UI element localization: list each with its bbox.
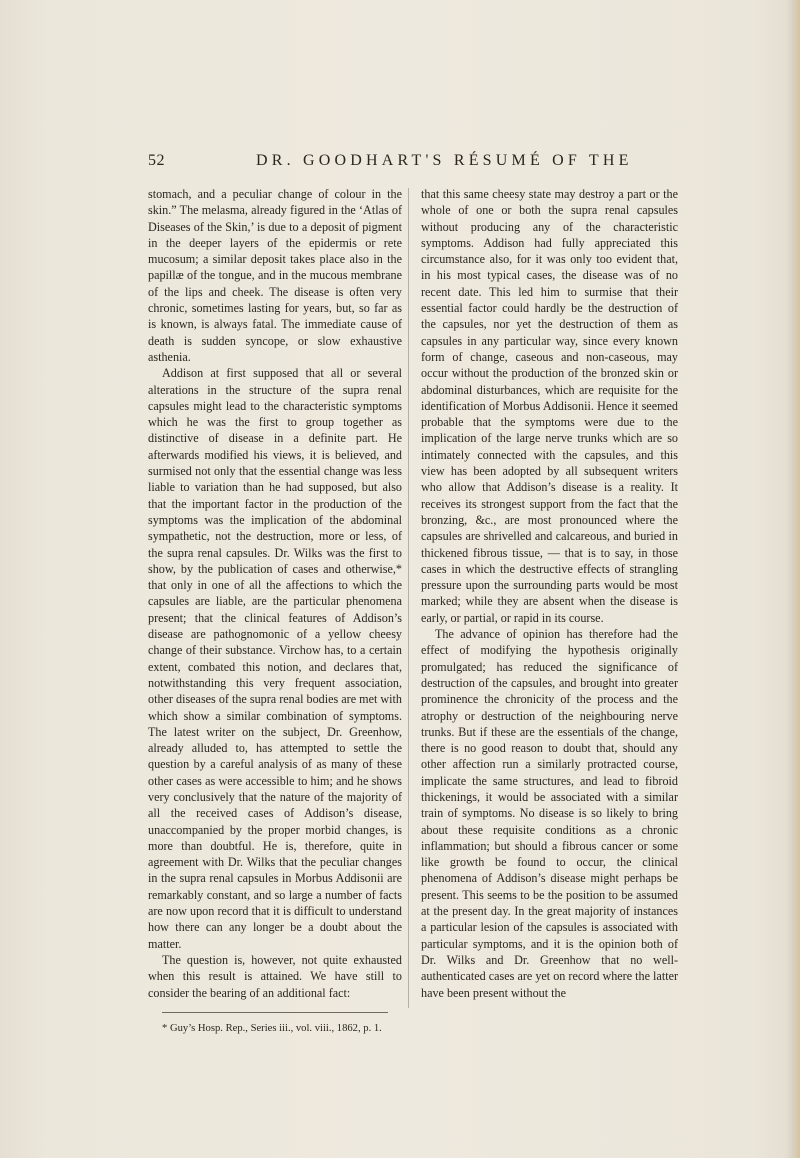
paragraph: The question is, however, not quite exhausted when this result is attained. We have still to consider the bearing of an additional fact: (148, 952, 402, 1000)
running-title: DR. GOODHART'S RÉSUMÉ OF THE (256, 152, 633, 169)
column-divider (408, 188, 409, 1008)
footnote-rule (162, 1012, 388, 1013)
paragraph: Addison at first supposed that all or several alterations in the structure of the supra renal capsules might lead to the characteristic symptoms which he was the first to group together as distinctive of disease in a definite part. He afterwards modified his views, it is believed, and surmised not only that the essential change was less liable to variation than he had supposed, but also that the important factor in the production of the symptoms was the implication of the abdominal sympathetic, not the destruction, more or less, of the supra renal capsules. Dr. Wilks was the first to show, by the publication of cases and otherwise,* that only in one of all the affections to which the capsules are liable, are the particular phenomena present; that the clinical features of Addison’s disease are pathognomonic of a yellow cheesy change of their substance. Virchow has, to a certain extent, combated this notion, and declares that, notwithstanding this very frequent association, other diseases of the supra renal bodies are met with which show a similar combination of symptoms. The latest writer on the subject, Dr. Greenhow, already alluded to, has attempted to settle the question by a careful analysis of as many of these other cases as were accessible to him; and he shows very conclusively that the nature of the majority of all the received cases of Addison’s disease, unaccompanied by the proper morbid changes, is more than doubtful. He is, therefore, quite in agreement with Dr. Wilks that the peculiar changes in the supra renal capsules in Morbus Addisonii are remarkably constant, and so large a number of facts are now upon record that it is difficult to understand how there can any longer be a doubt about the matter. (148, 366, 402, 951)
paragraph: stomach, and a peculiar change of colour in the skin.” The melasma, already figured in the ‘Atlas of Diseases of the Skin,’ is due to a deposit of pigment in the deeper layers of the epidermis or rete mucosum; a similar deposit takes place also in the papillæ of the tongue, and in the mucous membrane of the lips and cheek. The disease is often very chronic, sometimes lasting for years, but, so far as is known, is always fatal. The immediate cause of death is sudden syncope, or slow exhaustive asthenia. (148, 187, 402, 364)
page-number: 52 (148, 152, 165, 169)
right-column (421, 186, 678, 1001)
footnote: * Guy’s Hosp. Rep., Series iii., vol. viii., 1862, p. 1. (162, 1023, 382, 1034)
running-header (148, 152, 678, 176)
paragraph: that this same cheesy state may destroy a part or the whole of one or both the supra renal capsules without producing any of the characteristic symptoms. Addison had fully appreciated this circumstance also, for it was only too evident that, in his most typical cases, the disease was of no recent date. This led him to surmise that their essential factor could hardly be the destruction of the capsules, nor yet the destruction of them as capsules in any particular way, since every known form of change, caseous and non-caseous, may occur without the production of the bronzed skin or abdominal disturbances, which are requisite for the identification of Morbus Addisonii. Hence it seemed probable that the symptoms were due to the implication of the large nerve trunks which are so intimately connected with the capsules, and this view has been adopted by all subsequent writers who allow that Addison’s disease is a reality. It receives its strongest support from the fact that the bronzing, &c., are most pronounced where the capsules are shrivelled and calcareous, and buried in thickened fibrous tissue, — that is to say, in those cases in which the destructive effects of strangling pressure upon the surrounding parts would be most marked; while they are absent when the disease is early, or partial, or rapid in its course. (421, 187, 678, 625)
paragraph: The advance of opinion has therefore had the effect of modifying the hypothesis originally promulgated; has reduced the significance of destruction of the capsules, and brought into greater prominence the chronicity of the process and the atrophy or destruction of the neighbouring nerve trunks. But if these are the essentials of the change, there is no good reason to doubt that, should any other affection run a similarly protracted course, implicate the same structures, and lead to fibroid thickenings, it would be associated with a similar train of symptoms. No disease is so likely to bring about these requisite conditions as a chronic inflammation; but should a fibrous cancer or some like growth be found to occur, the clinical phenomena of Addison’s disease might perhaps be present. This seems to be the position to be assumed at the present day. In the great majority of instances a particular lesion of the capsules is associated with particular symptoms, and it is the opinion both of Dr. Wilks and Dr. Greenhow that no well-authenticated cases are yet on record where the latter have been present without the (421, 627, 678, 1000)
left-column (148, 186, 402, 1001)
page-edge-shadow (786, 0, 800, 1158)
